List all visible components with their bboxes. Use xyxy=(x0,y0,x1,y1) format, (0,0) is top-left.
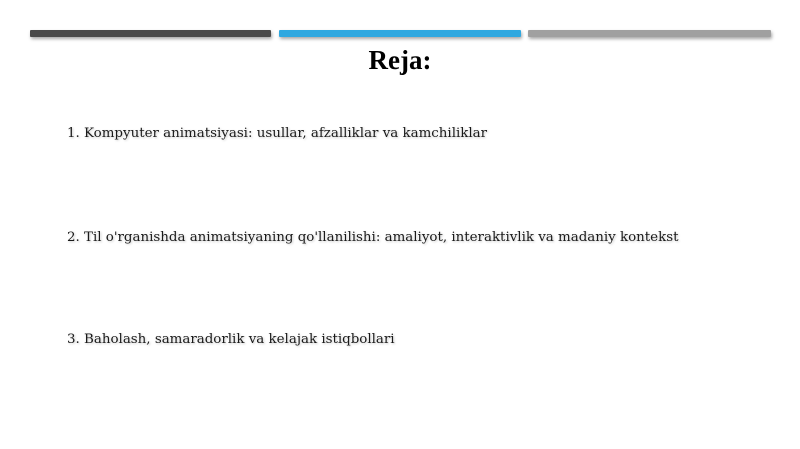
accent-bar-blue xyxy=(279,30,521,37)
accent-bar-dark xyxy=(30,30,271,37)
agenda-item-2: 2. Til o'rganishda animatsiyaning qo'llanilishi: amaliyot, interaktivlik va madaniy kontekst xyxy=(67,230,679,245)
slide-title: Reja: xyxy=(368,45,432,75)
agenda-item-3: 3. Baholash, samaradorlik va kelajak istiqbollari xyxy=(67,332,395,347)
agenda-item-1: 1. Kompyuter animatsiyasi: usullar, afzalliklar va kamchiliklar xyxy=(67,126,488,141)
accent-bar-gray xyxy=(528,30,771,37)
